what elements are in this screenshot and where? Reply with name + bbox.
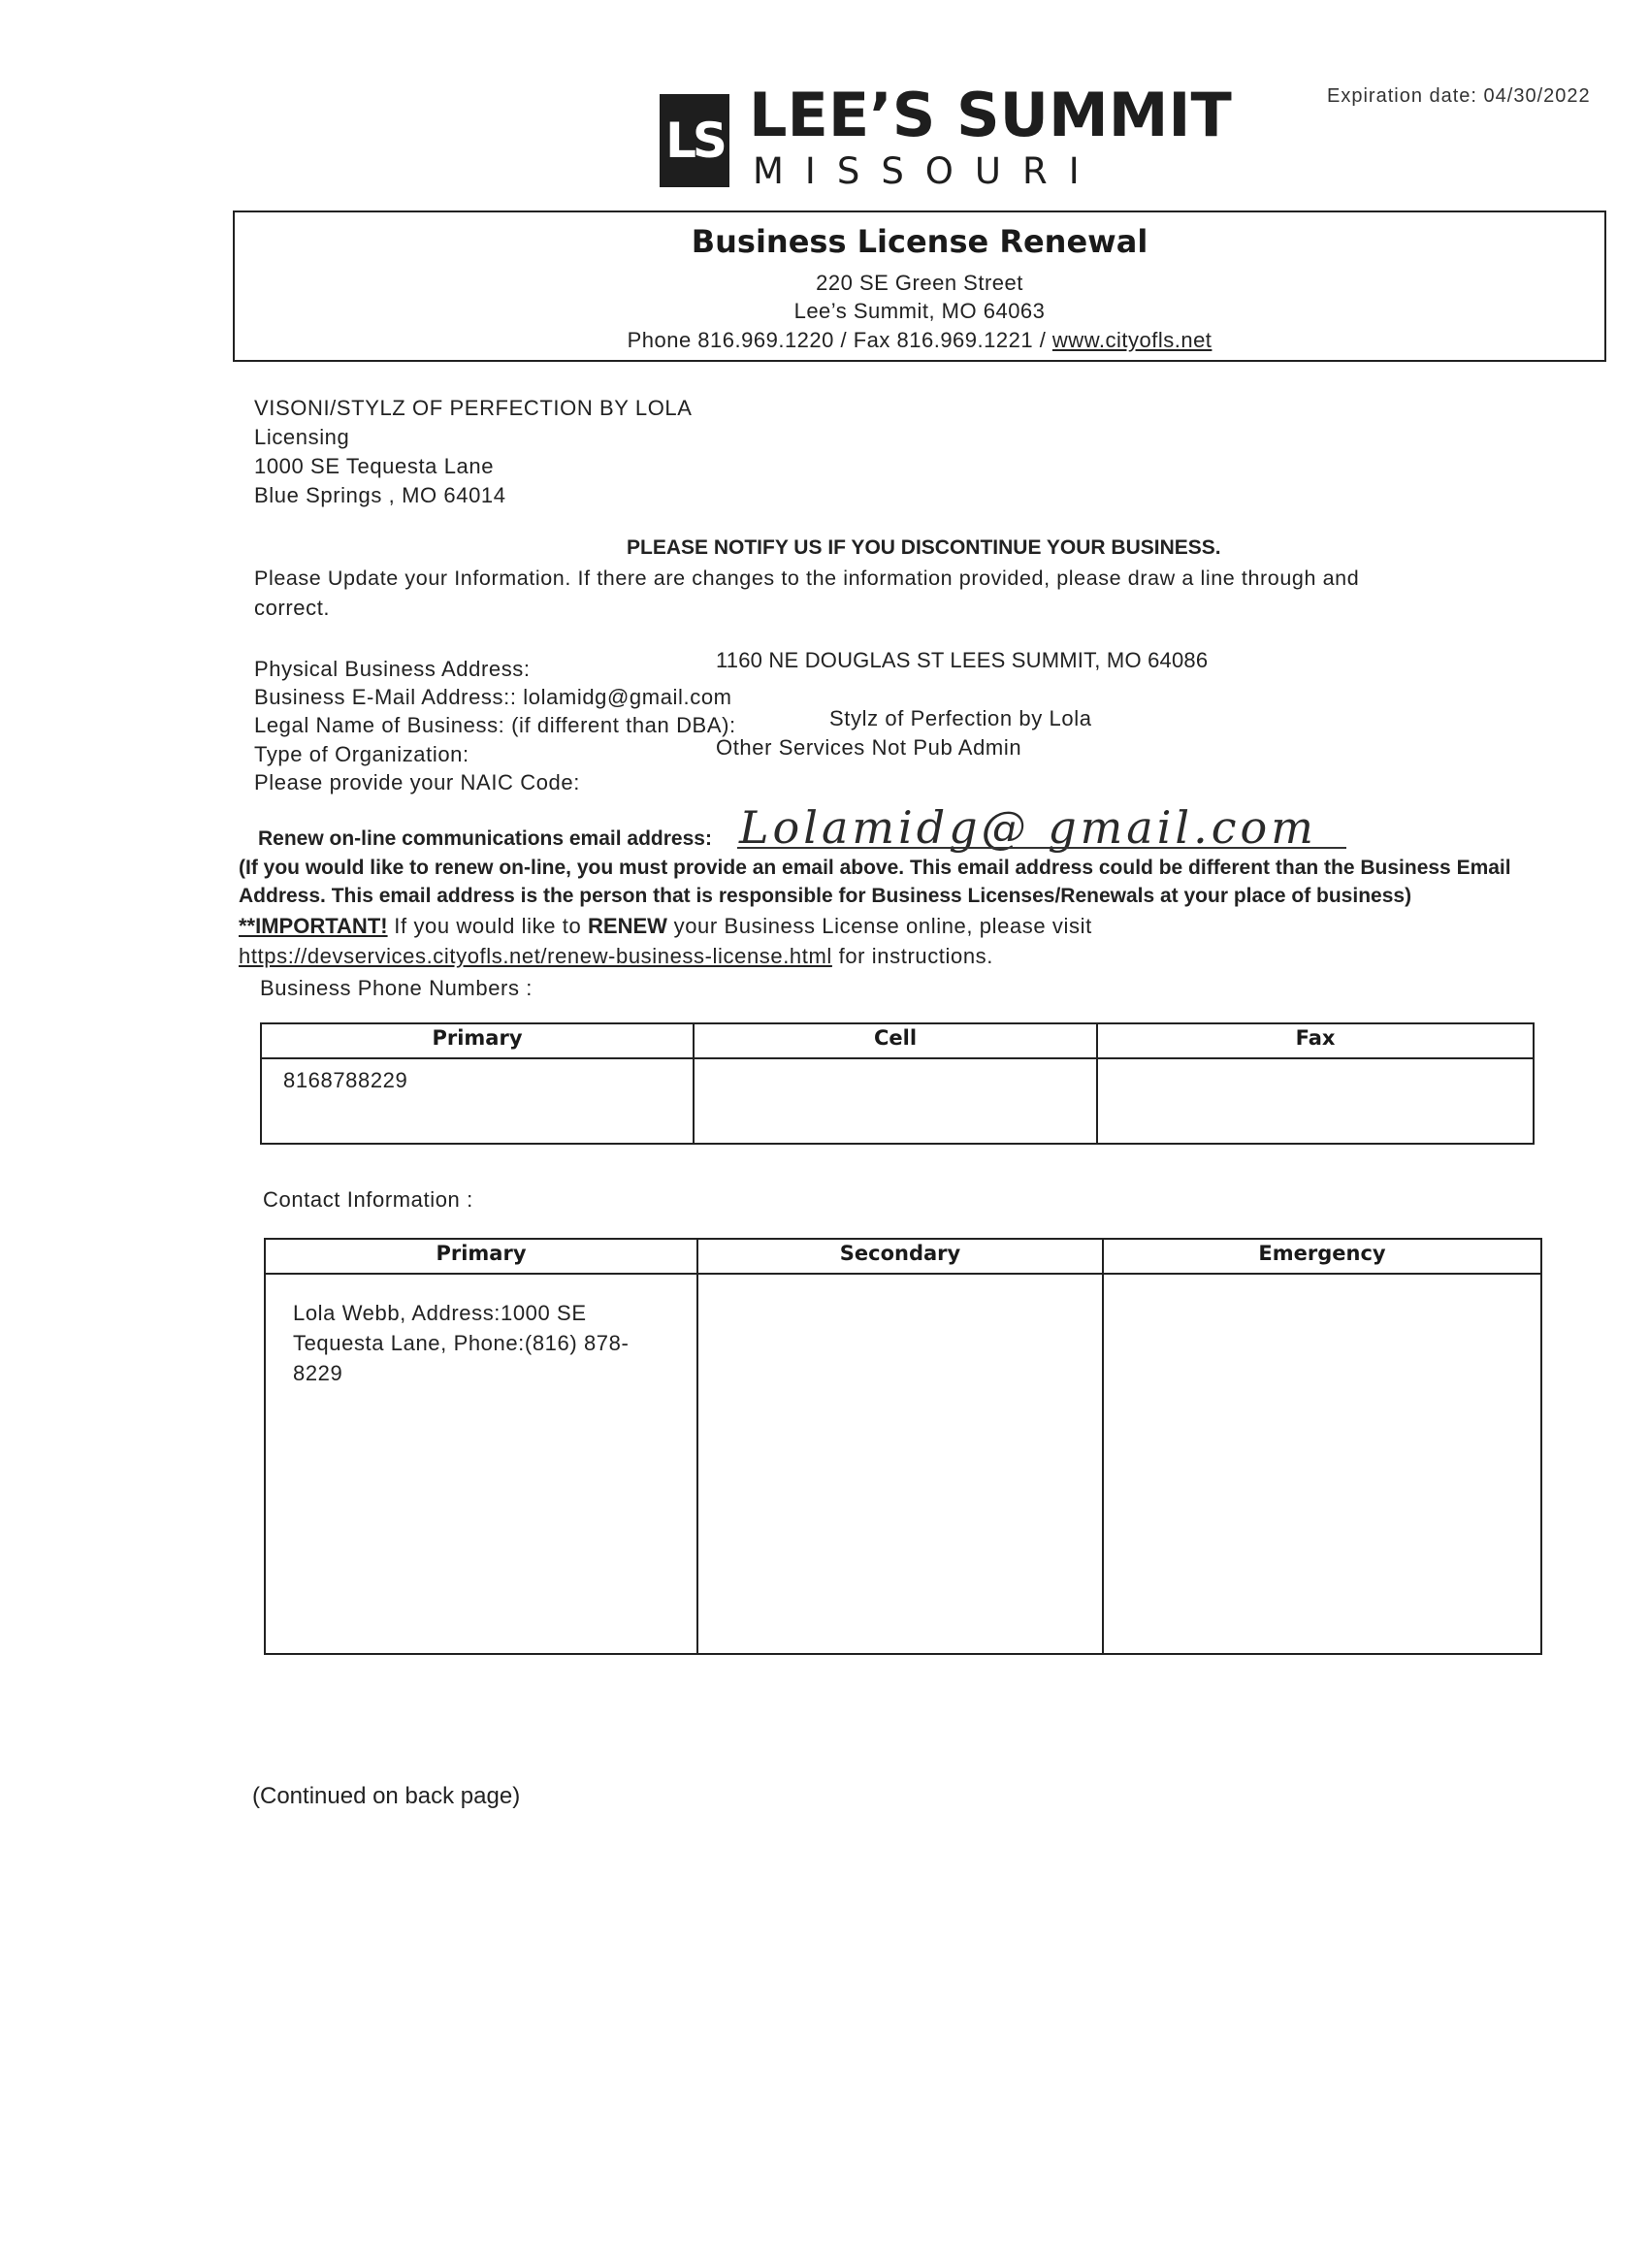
business-email-label: Business E-Mail Address:: xyxy=(254,685,517,709)
contact-secondary-value xyxy=(697,1274,1103,1654)
important-text-a: If you would like to xyxy=(387,914,589,938)
important-renew-word: RENEW xyxy=(588,914,667,938)
phone-table-header xyxy=(261,1023,1534,1058)
discontinue-notice: PLEASE NOTIFY US IF YOU DISCONTINUE YOUR BUSINESS. xyxy=(627,536,1221,559)
physical-address-label: Physical Business Address: xyxy=(254,657,531,681)
legal-name-value: Stylz of Perfection by Lola xyxy=(829,706,1092,730)
renew-url-suffix: for instructions. xyxy=(831,944,993,968)
expiration-date: Expiration date: 04/30/2022 xyxy=(1327,85,1591,107)
office-street: 220 SE Green Street xyxy=(816,271,1023,295)
phone-fax-value xyxy=(1097,1058,1534,1144)
phone-primary-value: 8168788229 xyxy=(261,1058,694,1144)
document-title: Business License Renewal xyxy=(691,223,1148,260)
phone-cell-value xyxy=(694,1058,1097,1144)
phone-header-fax: Fax xyxy=(1097,1023,1534,1058)
mailing-line-3: 1000 SE Tequesta Lane xyxy=(254,454,495,478)
contact-table xyxy=(264,1238,1542,1655)
phone-numbers-label: Business Phone Numbers : xyxy=(260,976,533,1000)
organization-type-label: Type of Organization: xyxy=(254,742,469,766)
contact-header-emergency: Emergency xyxy=(1103,1239,1541,1274)
business-email-field xyxy=(254,685,732,710)
naic-code-label: Please provide your NAIC Code: xyxy=(254,770,580,794)
phone-header-primary: Primary xyxy=(261,1023,694,1058)
contact-header-secondary: Secondary xyxy=(697,1239,1103,1274)
phone-header-cell: Cell xyxy=(694,1023,1097,1058)
city-logo-mark: LS xyxy=(660,94,729,187)
mailing-line-4: Blue Springs , MO 64014 xyxy=(254,483,506,507)
renew-note-line-2: Address. This email address is the person that is responsible for Business Licenses/Renewals at your place of business) xyxy=(239,885,1412,907)
office-website-link[interactable]: www.cityofls.net xyxy=(1051,328,1212,352)
renew-email-handwritten: Lolamidg@ gmail.com xyxy=(739,801,1317,854)
renew-url-link[interactable]: https://devservices.cityofls.net/renew-business-license.html xyxy=(239,944,832,968)
office-phone-fax: Phone 816.969.1220 / Fax 816.969.1221 / xyxy=(627,328,1052,352)
contact-primary-value: Lola Webb, Address:1000 SE Tequesta Lane, Phone:(816) 878-8229 xyxy=(265,1274,697,1654)
phone-table-row xyxy=(261,1058,1534,1144)
renew-email-label: Renew on-line communications email address: xyxy=(258,827,712,850)
office-contact-line xyxy=(233,328,1606,353)
contact-emergency-value xyxy=(1103,1274,1541,1654)
city-logo-title: LEE’S SUMMIT xyxy=(749,80,1232,150)
important-text-b: your Business License online, please visit xyxy=(666,914,1092,938)
business-email-value: lolamidg@gmail.com xyxy=(523,685,732,709)
phone-table xyxy=(260,1022,1535,1145)
physical-address-value: 1160 NE DOUGLAS ST LEES SUMMIT, MO 64086 xyxy=(716,648,1209,672)
contact-table-row xyxy=(265,1274,1541,1654)
mailing-line-2: Licensing xyxy=(254,425,350,449)
contact-table-header xyxy=(265,1239,1541,1274)
contact-information-label: Contact Information : xyxy=(263,1187,473,1212)
city-logo-subtitle: MISSOURI xyxy=(753,150,1101,192)
contact-header-primary: Primary xyxy=(265,1239,697,1274)
important-line xyxy=(239,914,1092,939)
mailing-line-1: VISONI/STYLZ OF PERFECTION BY LOLA xyxy=(254,396,693,420)
renew-note-line-1: (If you would like to renew on-line, you must provide an email above. This email address could be different than the Business Email xyxy=(239,857,1511,879)
update-instructions-line-2: correct. xyxy=(254,596,331,620)
organization-type-value: Other Services Not Pub Admin xyxy=(716,735,1022,760)
legal-name-label: Legal Name of Business: (if different than DBA): xyxy=(254,713,736,737)
renew-url-line xyxy=(239,944,993,969)
office-city: Lee’s Summit, MO 64063 xyxy=(793,299,1046,323)
renew-email-underline xyxy=(737,847,1346,849)
continued-note: (Continued on back page) xyxy=(252,1783,521,1809)
update-instructions-line-1: Please Update your Information. If there are changes to the information provided, please draw a line through and xyxy=(254,567,1360,590)
important-label: **IMPORTANT! xyxy=(239,914,388,938)
